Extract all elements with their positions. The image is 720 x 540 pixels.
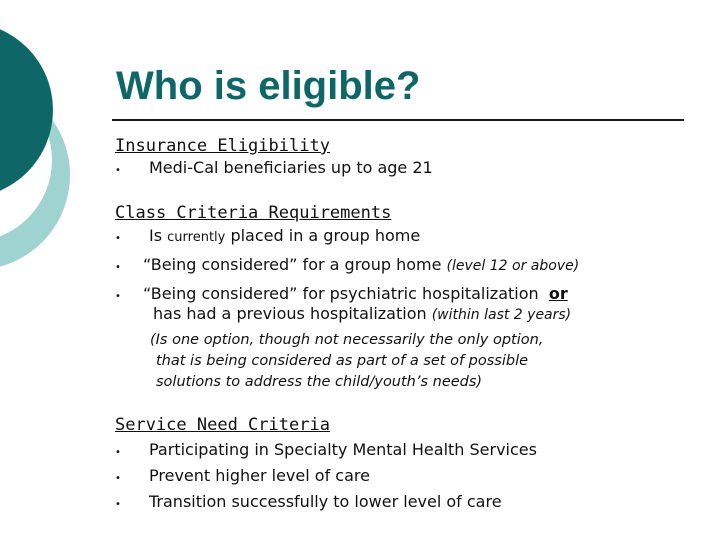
- class-item-2-a: “Being considered” for a group home: [143, 255, 442, 274]
- class-criteria-heading: Class Criteria Requirements: [115, 203, 392, 223]
- bullet-icon: •: [115, 262, 121, 273]
- insurance-item-1: Medi-Cal beneficiaries up to age 21: [149, 158, 433, 177]
- class-note-line-2: that is being considered as part of a set of possible: [156, 353, 529, 369]
- title-divider: [112, 119, 684, 121]
- service-item-1: Participating in Specialty Mental Health Services: [149, 440, 537, 459]
- decorative-circles: [0, 0, 110, 300]
- class-item-3-c: (within last 2 years): [431, 307, 572, 323]
- insurance-heading: Insurance Eligibility: [115, 136, 330, 156]
- slide-title: Who is eligible?: [116, 64, 421, 108]
- bullet-icon: •: [115, 447, 121, 458]
- bullet-icon: •: [115, 473, 121, 484]
- class-item-3-line-2: [153, 303, 571, 326]
- class-item-1-a: Is: [149, 226, 163, 245]
- class-item-1: [149, 225, 420, 249]
- class-item-3-or: or: [548, 284, 568, 303]
- class-item-2-b: (level 12 or above): [446, 258, 580, 274]
- service-item-3: Transition successfully to lower level of care: [149, 492, 502, 511]
- class-item-1-c: placed in a group home: [230, 226, 421, 245]
- class-item-3-line-1: [143, 283, 568, 305]
- class-item-3-a: “Being considered” for psychiatric hospitalization: [143, 284, 539, 303]
- service-need-heading: Service Need Criteria: [115, 415, 330, 435]
- bullet-icon: •: [115, 499, 121, 510]
- bullet-icon: •: [115, 233, 121, 244]
- service-item-2: Prevent higher level of care: [149, 466, 370, 485]
- class-note: [150, 330, 543, 393]
- class-note-line-3: solutions to address the child/youth’s needs): [156, 374, 483, 390]
- bullet-icon: •: [115, 291, 121, 302]
- class-item-1-b: currently: [167, 230, 226, 245]
- bullet-icon: •: [115, 165, 121, 176]
- class-item-3-b: has had a previous hospitalization: [153, 304, 427, 323]
- class-item-2: [143, 254, 579, 277]
- class-note-line-1: (Is one option, though not necessarily the only option,: [150, 332, 544, 348]
